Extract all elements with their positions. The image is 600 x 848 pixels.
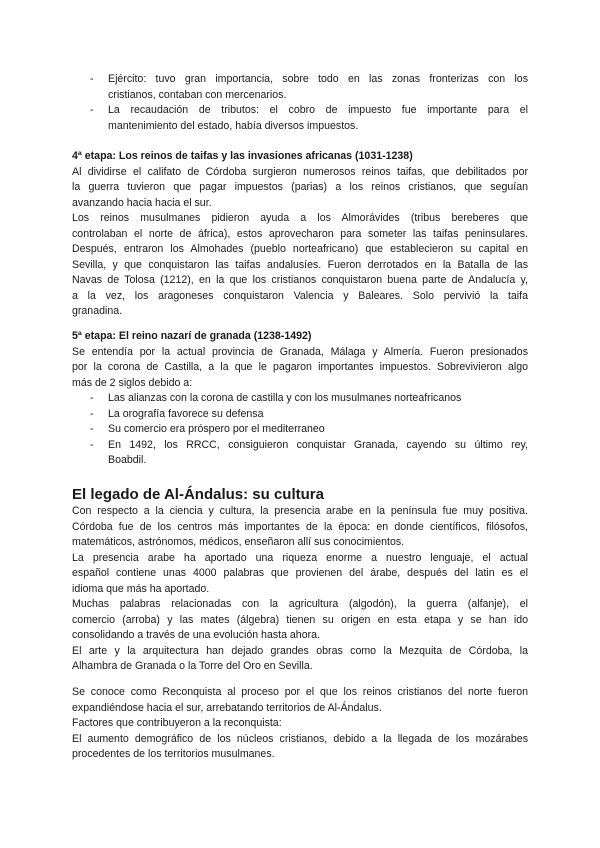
paragraph-line: español contiene unas 4000 palabras que provienen del árabe, después del latin es el: [72, 567, 528, 579]
paragraph-line: Los reinos musulmanes pidieron ayuda a los Almorávides (tribus bereberes que: [72, 212, 528, 224]
bullet-dash: -: [90, 407, 94, 420]
list-item-line: Su comercio era próspero por el mediterraneo: [108, 423, 325, 435]
paragraph-line: consolidando a través de una evolución hasta ahora.: [72, 629, 320, 641]
paragraph-line: comercio (arroba) y las mates (álgebra) tienen su origen en esta etapa y se han ido: [72, 613, 528, 626]
paragraph-line: El aumento demográfico de los núcleos cristianos, debido a la llegada de los mozárabes: [72, 732, 528, 745]
paragraph-line: por la corona de Castilla, a la que le pagaron importantes impuestos. Sobrevivieron algo: [72, 361, 528, 373]
paragraph-line: idioma que más ha aportado.: [72, 582, 210, 595]
section-title-etapa4: 4ª etapa: Los reinos de taifas y las invasiones africanas (1031-1238): [72, 150, 413, 162]
list-item-line: En 1492, los RRCC, consiguieron conquistar Granada, cayendo su último rey,: [108, 438, 528, 451]
paragraph-line: matemáticos, astrónomos, médicos, enseñaron allí sus conocimientos.: [72, 536, 405, 548]
heading-legado: El legado de Al-Ándalus: su cultura: [72, 486, 324, 503]
paragraph-line: la guerra tuvieron que pagar impuestos (parias) a los reinos cristianos, que seguían: [72, 181, 528, 193]
list-item-line: Boabdil.: [108, 454, 147, 466]
list-item-line: Las alianzas con la corona de castilla y con los musulmanes norteafricanos: [108, 392, 462, 404]
bullet-dash: -: [90, 423, 94, 435]
paragraph-line: granadina.: [72, 305, 123, 317]
section-title-etapa5: 5ª etapa: El reino nazarí de granada (1238-1492): [72, 330, 312, 342]
paragraph-line: procedentes de los territorios musulmanes.: [72, 748, 275, 760]
paragraph-line: Se conoce como Reconquista al proceso por el que los reinos cristianos del norte fueron: [72, 686, 528, 698]
paragraph-line: Muchas palabras relacionadas con la agricultura (algodón), la guerra (alfanje), el: [72, 598, 528, 610]
bullet-dash: -: [90, 438, 94, 451]
list-item-line: La recaudación de tributos: el cobro de impuesto fue importante para el: [108, 104, 528, 116]
paragraph-line: más de 2 siglos debido a:: [72, 376, 193, 389]
bullet-dash: -: [90, 73, 94, 85]
paragraph-line: expandiéndose hacia el sur, arrebatando territorios de Al-Ándalus.: [72, 701, 382, 714]
paragraph-line: a la vez, los aragoneses conquistaron Valencia y Baleares. Solo pervivió la taifa: [72, 289, 528, 302]
list-item-line: cristianos, contaban con mercenarios.: [108, 88, 287, 101]
paragraph-line: Córdoba fue de los centros más importantes de la época: en donde científicos, filósofos,: [72, 520, 528, 533]
paragraph-line: Con respecto a la ciencia y cultura, la presencia arabe en la península fue muy positiva.: [72, 505, 528, 517]
list-item-line: Ejército: tuvo gran importancia, sobre todo en las zonas fronterizas con los: [108, 73, 528, 85]
paragraph-line: Factores que contribuyeron a la reconquista:: [72, 717, 282, 729]
paragraph-line: controlaban el norte de áfrica), estos aprovecharon para someter las taifas peninsulares.: [72, 227, 528, 240]
paragraph-line: La presencia arabe ha aportado una riqueza enorme a nuestro lenguaje, el actual: [72, 551, 528, 564]
list-item-line: La orografía favorece su defensa: [108, 407, 264, 420]
bullet-dash: -: [90, 392, 94, 404]
paragraph-line: Alhambra de Granada o la Torre del Oro en Sevilla.: [72, 660, 313, 672]
paragraph-line: avanzando hacia hacia el sur.: [72, 196, 212, 209]
bullet-dash: -: [90, 104, 94, 116]
paragraph-line: Se entendía por la actual provincia de Granada, Málaga y Almería. Fueron presionados: [72, 345, 528, 358]
paragraph-line: Al dividirse el califato de Córdoba surgieron numerosos reinos taifas, que debilitados por: [72, 165, 528, 178]
paragraph-line: Sevilla, y que conquistaron las taifas andalusíes. Fueron derrotados en la Batalla de las: [72, 258, 528, 271]
list-item-line: mantenimiento del estado, había diversos impuestos.: [108, 119, 359, 132]
paragraph-line: Después, entraron los Almohades (pueblo norteafricano) que establecieron su capital en: [72, 243, 528, 255]
paragraph-line: Navas de Tolosa (1212), en la que los cristianos conquistaron buena parte de Andalucía y,: [72, 274, 528, 286]
paragraph-line: El arte y la arquitectura han dejado grandes obras como la Mezquita de Córdoba, la: [72, 644, 528, 657]
